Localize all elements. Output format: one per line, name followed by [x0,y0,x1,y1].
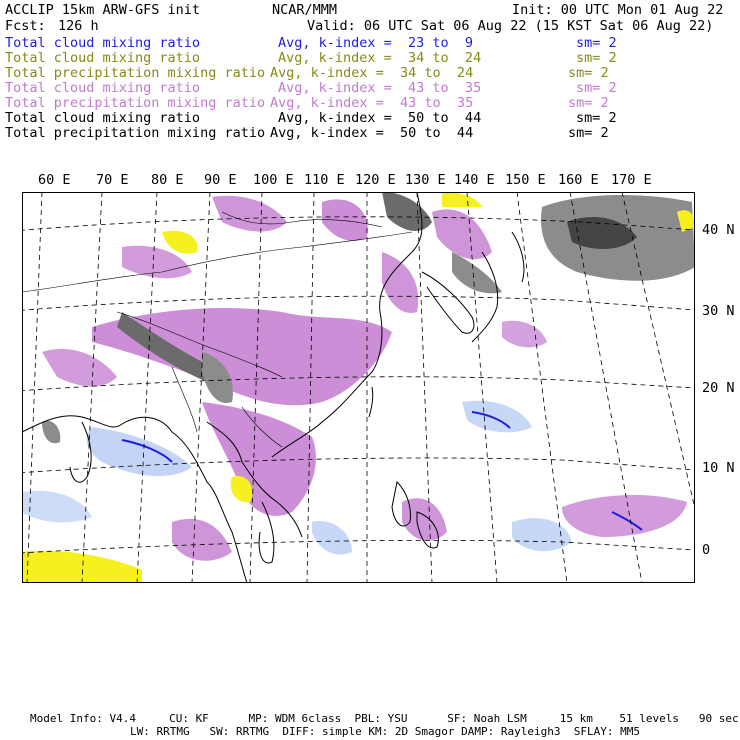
lon-label: 130 E [405,172,446,188]
forecast-map [22,192,695,583]
legend-row-4-range: Avg, k-index = 43 to 35 [278,80,482,96]
lon-label: 70 E [96,172,129,188]
legend-row-1-sm: sm= 2 [576,35,617,51]
lon-label: 140 E [454,172,495,188]
legend-row-5-sm: sm= 2 [568,95,609,111]
lon-label: 170 E [611,172,652,188]
legend-row-6-range: Avg, k-index = 50 to 44 [278,110,482,126]
lat-label: 30 N [702,303,735,319]
legend-row-3-name: Total precipitation mixing ratio [5,65,266,81]
lon-label: 150 E [505,172,546,188]
model-info-line-2: LW: RRTMG SW: RRTMG DIFF: simple KM: 2D Smagor DAMP: Rayleigh3 SFLAY: MM5 [130,725,640,738]
legend-row-1-range: Avg, k-index = 23 to 9 [278,35,474,51]
lon-label: 160 E [558,172,599,188]
lon-label: 60 E [38,172,71,188]
legend-row-4-sm: sm= 2 [576,80,617,96]
legend-row-3-sm: sm= 2 [568,65,609,81]
lon-label: 120 E [355,172,396,188]
legend-row-7-range: Avg, k-index = 50 to 44 [270,125,474,141]
legend-row-6-sm: sm= 2 [576,110,617,126]
valid-time: Valid: 06 UTC Sat 06 Aug 22 (15 KST Sat 06 Aug 22) [307,18,714,34]
lon-label: 100 E [253,172,294,188]
lat-label: 10 N [702,460,735,476]
model-title: ACCLIP 15km ARW-GFS init [5,2,201,18]
legend-row-2-range: Avg, k-index = 34 to 24 [278,50,482,66]
legend-row-7-sm: sm= 2 [568,125,609,141]
legend-row-6-name: Total cloud mixing ratio [5,110,201,126]
init-time: Init: 00 UTC Mon 01 Aug 22 [512,2,724,18]
lon-label: 90 E [204,172,237,188]
legend-row-7-name: Total precipitation mixing ratio [5,125,266,141]
fcst-value: 126 h [58,18,99,34]
legend-row-2-sm: sm= 2 [576,50,617,66]
org-label: NCAR/MMM [272,2,338,18]
lat-label: 20 N [702,380,735,396]
legend-row-1-name: Total cloud mixing ratio [5,35,201,51]
lon-label: 110 E [304,172,345,188]
fcst-label: Fcst: [5,18,46,34]
legend-row-3-range: Avg, k-index = 34 to 24 [270,65,474,81]
legend-row-4-name: Total cloud mixing ratio [5,80,201,96]
lat-label: 40 N [702,222,735,238]
legend-row-5-name: Total precipitation mixing ratio [5,95,266,111]
legend-row-2-name: Total cloud mixing ratio [5,50,201,66]
lon-label: 80 E [151,172,184,188]
model-info-line-1: Model Info: V4.4 CU: KF MP: WDM 6class PBL: YSU SF: Noah LSM 15 km 51 levels 90 sec [30,712,739,725]
legend-row-5-range: Avg, k-index = 43 to 35 [270,95,474,111]
lat-label: 0 [702,542,711,558]
